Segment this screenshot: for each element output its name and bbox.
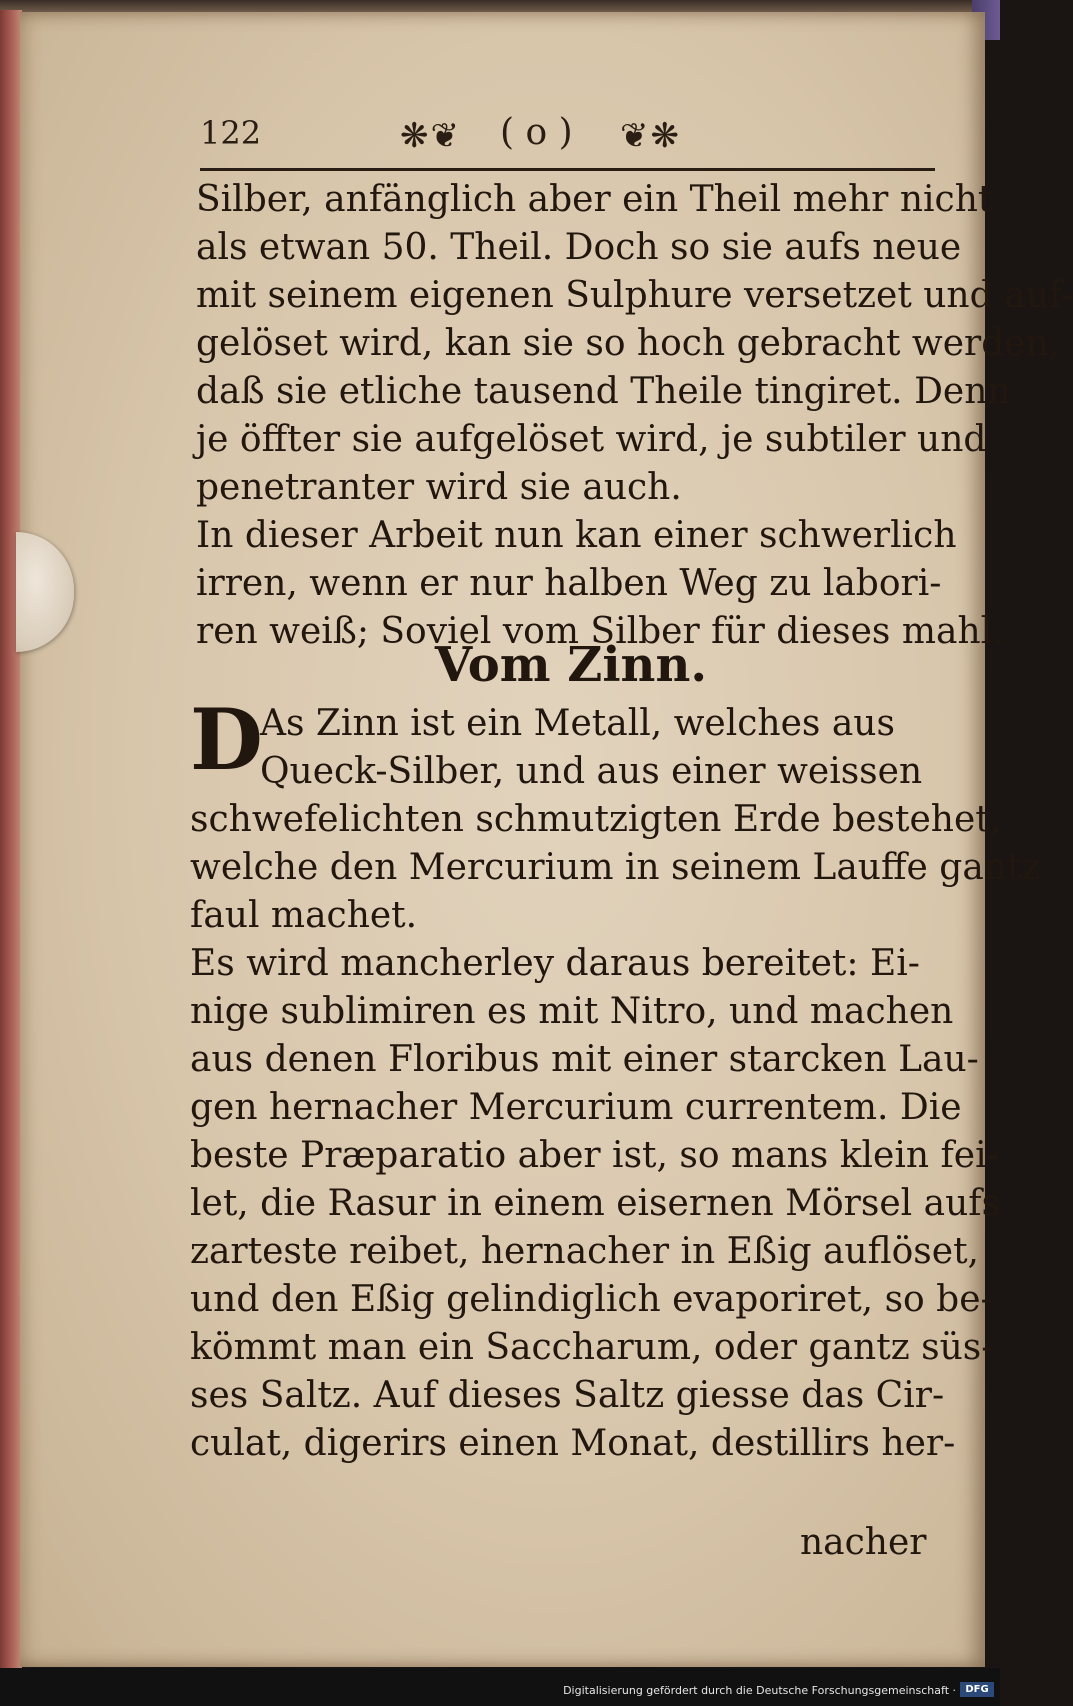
text-line: kömmt man ein Saccharum, oder gantz süs- [190,1327,994,1368]
text-line: nige sublimiren es mit Nitro, und machen [190,991,954,1032]
text-line: penetranter wird sie auch. [196,467,682,508]
text-line: ren weiß; Soviel vom Silber für dieses mahl. [196,611,1004,652]
text-line: gen hernacher Mercurium currentem. Die [190,1087,962,1128]
text-line: In dieser Arbeit nun kan einer schwerlich [196,515,957,556]
text-line: let, die Rasur in einem eisernen Mörsel aufs [190,1183,1001,1224]
text-line: gelöset wird, kan sie so hoch gebracht werden, [196,323,1061,364]
dfg-logo: DFG [960,1682,994,1697]
text-line: schwefelichten schmutzigten Erde bestehet, [190,799,1002,840]
text-line: faul machet. [190,895,418,936]
text-line: daß sie etliche tausend Theile tingiret. Denn [196,371,1011,412]
header-mark: ( o ) [500,112,573,153]
text-line: beste Præparatio aber ist, so mans klein fei- [190,1135,999,1176]
header-rule [200,168,935,171]
text-line: und den Eßig gelindiglich evaporiret, so be- [190,1279,993,1320]
text-line: welche den Mercurium in seinem Lauffe gantz [190,847,1041,888]
text-line: zarteste reibet, hernacher in Eßig auflöset, [190,1231,979,1272]
digitization-credit: Digitalisierung gefördert durch die Deutsche Forschungsgemeinschaft · [563,1684,956,1697]
text-line: ses Saltz. Auf dieses Saltz giesse das Cir- [190,1375,945,1416]
book-page-edges [0,10,22,1670]
text-line: mit seinem eigenen Sulphure versetzet und auf- [196,275,1073,316]
text-line: culat, digerirs einen Monat, destillirs her- [190,1423,956,1464]
book-clasp [16,532,74,652]
text-line: als etwan 50. Theil. Doch so sie aufs neue [196,227,962,268]
running-header [200,110,935,162]
text-section-silber [196,176,1073,656]
section-heading: Vom Zinn. [434,637,708,693]
page-number: 122 [200,114,262,152]
text-line: Silber, anfänglich aber ein Theil mehr nicht [196,179,993,220]
text-line: Queck-Silber, und aus einer weissen [260,751,923,792]
text-line: Es wird mancherley daraus bereitet: Ei- [190,943,920,984]
header-ornament-left-icon: ❋❦ [400,116,461,156]
catchword: nacher [800,1522,927,1563]
text-line: As Zinn ist ein Metall, welches aus [260,703,895,744]
text-line: irren, wenn er nur halben Weg zu labori- [196,563,942,604]
text-line: je öffter sie aufgelöset wird, je subtiler und [196,419,987,460]
text-section-zinn [190,690,1041,1468]
header-ornament-right-icon: ❦❋ [620,116,681,156]
book-edge-top [0,0,1000,12]
text-line: aus denen Floribus mit einer starcken Lau- [190,1039,979,1080]
drop-cap: D [190,690,263,789]
